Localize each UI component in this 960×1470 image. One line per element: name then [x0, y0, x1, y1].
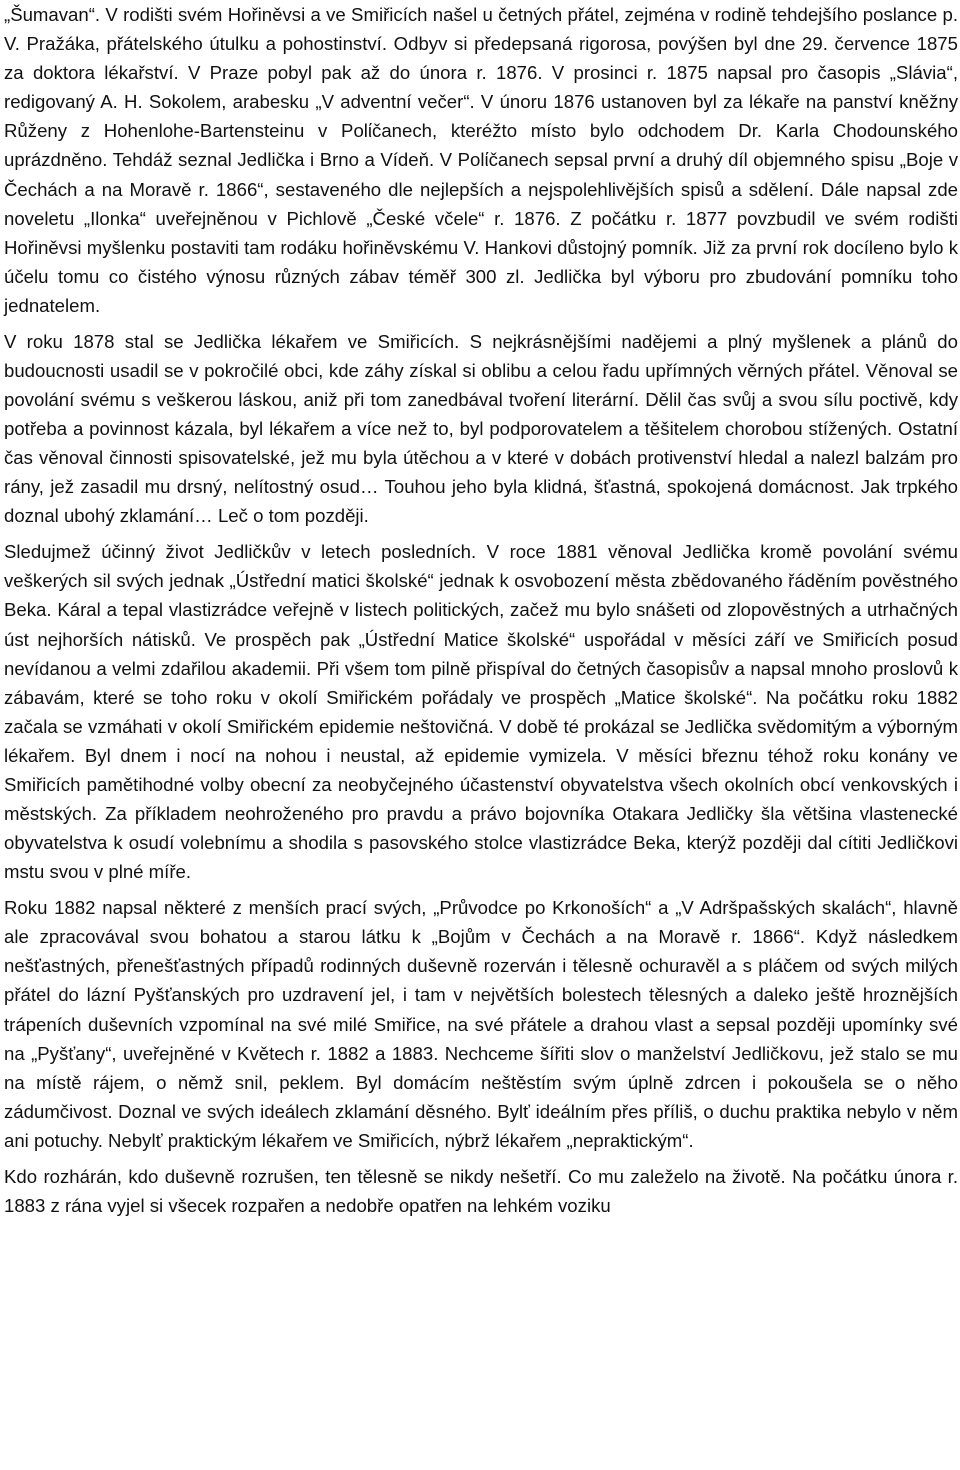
paragraph-4: Roku 1882 napsal některé z menších prací svých, „Průvodce po Krkonoších“ a „V Adršpašských skalách“, hlavně ale zpracovával svou bohatou a starou látku k „Bojům v Čechách a na Moravě r. 1866“. Když následkem nešťastných, přenešťastných případů rodinných duševně rozerván i tělesně ochuravěl a s pláčem od svých milých přátel do lázní Pyšťanských pro uzdravení jel, i tam v největších bolestech tělesných a daleko ještě hroznějších trápeních duševních vzpomínal na své milé Smiřice, na své přátele a drahou vlast a sepsal později upomínky své na „Pyšťany“, uveřejněné v Květech r. 1882 a 1883. Nechceme šířiti slov o manželství Jedličkovu, jež stalo se mu na místě rájem, o němž snil, peklem. Byl domácím neštěstím svým úplně zdrcen i pokoušela se o něho zádumčivost. Doznal ve svých ideálech zklamání děsného. Bylť ideálním přes příliš, o duchu praktika nebylo v něm ani potuchy. Nebylť praktickým lékařem ve Smiřicích, nýbrž lékařem „nepraktickým“. — [4, 897, 958, 1151]
paragraph-3: Sledujmež účinný život Jedličkův v letech posledních. V roce 1881 věnoval Jedlička kromě povolání svému veškerých sil svých jednak „Ústřední matici školské“ jednak k osvobození města zbědovaného řáděním pověstného Beka. Káral a tepal vlastizrádce veřejně v listech politických, začež mu bylo snášeti od zlopověstných a utrhačných úst nejhorších nátisků. Ve prospěch pak „Ústřední Matice školské“ uspořádal v měsíci září ve Smiřicích posud nevídanou a velmi zdařilou akademii. Při všem tom pilně přispíval do četných časopisův a napsal mnoho proslovů k zábavám, které se toho roku v okolí Smiřickém pořádaly ve prospěch „Matice školské“. Na počátku roku 1882 začala se vzmáhati v okolí Smiřickém epidemie neštovičná. V době té prokázal se Jedlička svědomitým a výborným lékařem. Byl dnem i nocí na nohou i neustal, až epidemie vymizela. V měsíci březnu téhož roku konány ve Smiřicích pamětihodné volby obecní za neobyčejného účastenství obyvatelstva všech okolních obcí venkovských i městských. Za příkladem neohroženého pro pravdu a právo bojovníka Otakara Jedličky šla většina vlastenecké obyvatelstva k osudí volebnímu a shodila s pasovského stolce vlastizrádce Beka, kterýž později dal cítiti Jedličkovi mstu svou v plné míře. — [4, 541, 958, 883]
paragraph-2: V roku 1878 stal se Jedlička lékařem ve Smiřicích. S nejkrásnějšími nadějemi a plný myšlenek a plánů do budoucnosti usadil se v pokročilé obci, kde záhy získal si oblibu a celou řadu upřímných věrných přátel. Věnoval se povolání svému s veškerou láskou, aniž při tom zanedbával tvoření literární. Dělil čas svůj a svou sílu poctivě, kdy potřeba a povinnost kázala, byl lékařem a více než to, byl podporovatelem a těšitelem chorobou stížených. Ostatní čas věnoval činnosti spisovatelské, jež mu byla útěchou a v které v dobách protivenství hledal a nalezl balzám pro rány, jež zasadil mu drsný, nelítostný osud… Touhou jeho byla klidná, šťastná, spokojená domácnost. Jak trpkého doznal ubohý zklamání… Leč o tom později. — [4, 330, 958, 527]
paragraph-5: Kdo rozhárán, kdo duševně rozrušen, ten tělesně se nikdy nešetří. Co mu zaleželo na životě. Na počátku února r. 1883 z rána vyjel si všecek rozpařen a nedobře opatřen na lehkém voziku — [4, 1165, 958, 1216]
paragraph-1: „Šumavan“. V rodišti svém Hořiněvsi a ve Smiřicích našel u četných přátel, zejména v rodině tehdejšího poslance p. V. Pražáka, přátelského útulku a pohostinství. Odbyv si předepsaná rigorosa, povýšen byl dne 29. července 1875 za doktora lékařství. V Praze pobyl pak až do února r. 1876. V prosinci r. 1875 napsal pro časopis „Slávia“, redigovaný A. H. Sokolem, arabesku „V adventní večer“. V únoru 1876 ustanoven byl za lékaře na panství kněžny Růženy z Hohenlohe-Bartensteinu v Polίčanech, kteréžto místo bylo odchodem Dr. Karla Chodounského uprázdněno. Tehdáž seznal Jedlička i Brno a Vídeň. V Polίčanech sepsal první a druhý díl objemného spisu „Boje v Čechách a na Moravě r. 1866“, sestaveného dle nejlepších a nejspolehlivějších spisů a sdělení. Dále napsal zde noveletu „Ilonka“ uveřejněnou v Pichlově „České včele“ r. 1876. Z počátku r. 1877 povzbudil ve svém rodišti Hořiněvsi myšlenku postaviti tam rodáku hořiněvskému V. Hankovi důstojný pomník. Již za první rok docíleno bylo k účelu tomu co čistého výnosu různých zábav téměř 300 zl. Jedlička byl výboru pro zbudování pomníku toho jednatelem. — [4, 4, 958, 316]
document-page — [4, 0, 958, 1220]
